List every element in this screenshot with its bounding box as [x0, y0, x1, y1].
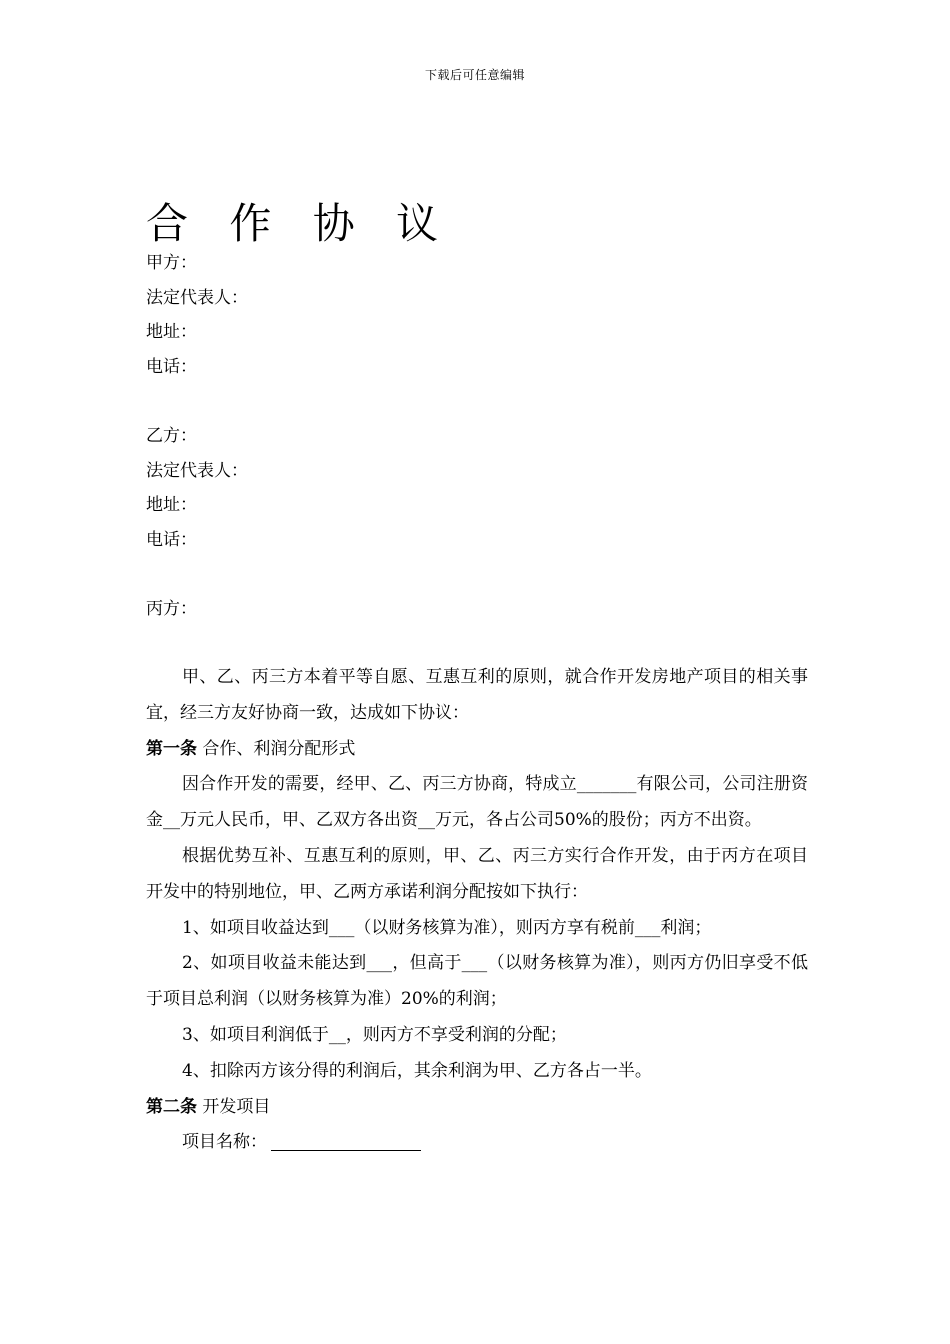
article-1-paragraph-1: 因合作开发的需要，经甲、乙、丙三方协商，特成立_______有限公司，公司注册资金__万元人民币，甲、乙双方各出资__万元，各占公司50%的股份；丙方不出资。 — [146, 774, 808, 831]
article-1-item-1: 1、如项目收益达到___（以财务核算为准），则丙方享有税前___利润； — [182, 917, 712, 938]
party-b-rep-label: 法定代表人： — [146, 460, 248, 481]
intro-paragraph: 甲、乙、丙三方本着平等自愿、互惠互利的原则，就合作开发房地产项目的相关事宜，经三方友好协商一致，达成如下协议： — [146, 667, 808, 723]
party-a-address-label: 地址： — [146, 322, 197, 342]
article-1-paragraph-2: 根据优势互补、互惠互利的原则，甲、乙、丙三方实行合作开发，由于丙方在项目开发中的特别地位，甲、乙两方承诺利润分配按如下执行： — [146, 845, 808, 902]
article-1-heading — [146, 732, 808, 768]
article-1-number: 第一条 — [146, 738, 197, 759]
document-title: 合 作 协 议 — [146, 199, 453, 248]
party-b-name-label: 乙方： — [146, 426, 197, 446]
party-b-phone-label: 电话： — [146, 529, 197, 550]
party-c-block — [146, 592, 197, 627]
article-2-number: 第二条 — [146, 1096, 197, 1117]
party-a-name-label: 甲方： — [146, 253, 197, 273]
project-name-label: 项目名称： — [182, 1132, 267, 1153]
party-b-address-label: 地址： — [146, 495, 197, 515]
article-1-item-2: 2、如项目收益未能达到___，但高于___（以财务核算为准），则丙方仍旧享受不低于项目总利润（以财务核算为准）20%的利润； — [146, 953, 808, 1010]
article-1-item-4: 4、扣除丙方该分得的利润后，其余利润为甲、乙方各占一半。 — [182, 1060, 652, 1081]
party-c-name-label: 丙方： — [146, 599, 197, 619]
party-a-block — [146, 246, 248, 384]
article-2-heading — [146, 1090, 808, 1126]
header-note: 下载后可任意编辑 — [424, 68, 525, 82]
party-b-block — [146, 419, 248, 557]
agreement-body — [146, 660, 808, 1161]
article-1-item-3: 3、如项目利润低于__，则丙方不享受利润的分配； — [182, 1024, 567, 1045]
article-1-title: 合作、利润分配形式 — [197, 738, 356, 759]
party-a-phone-label: 电话： — [146, 356, 197, 377]
article-2-title: 开发项目 — [197, 1096, 271, 1117]
project-name-blank — [271, 1149, 421, 1151]
project-name-line — [146, 1125, 808, 1161]
party-a-rep-label: 法定代表人： — [146, 287, 248, 308]
